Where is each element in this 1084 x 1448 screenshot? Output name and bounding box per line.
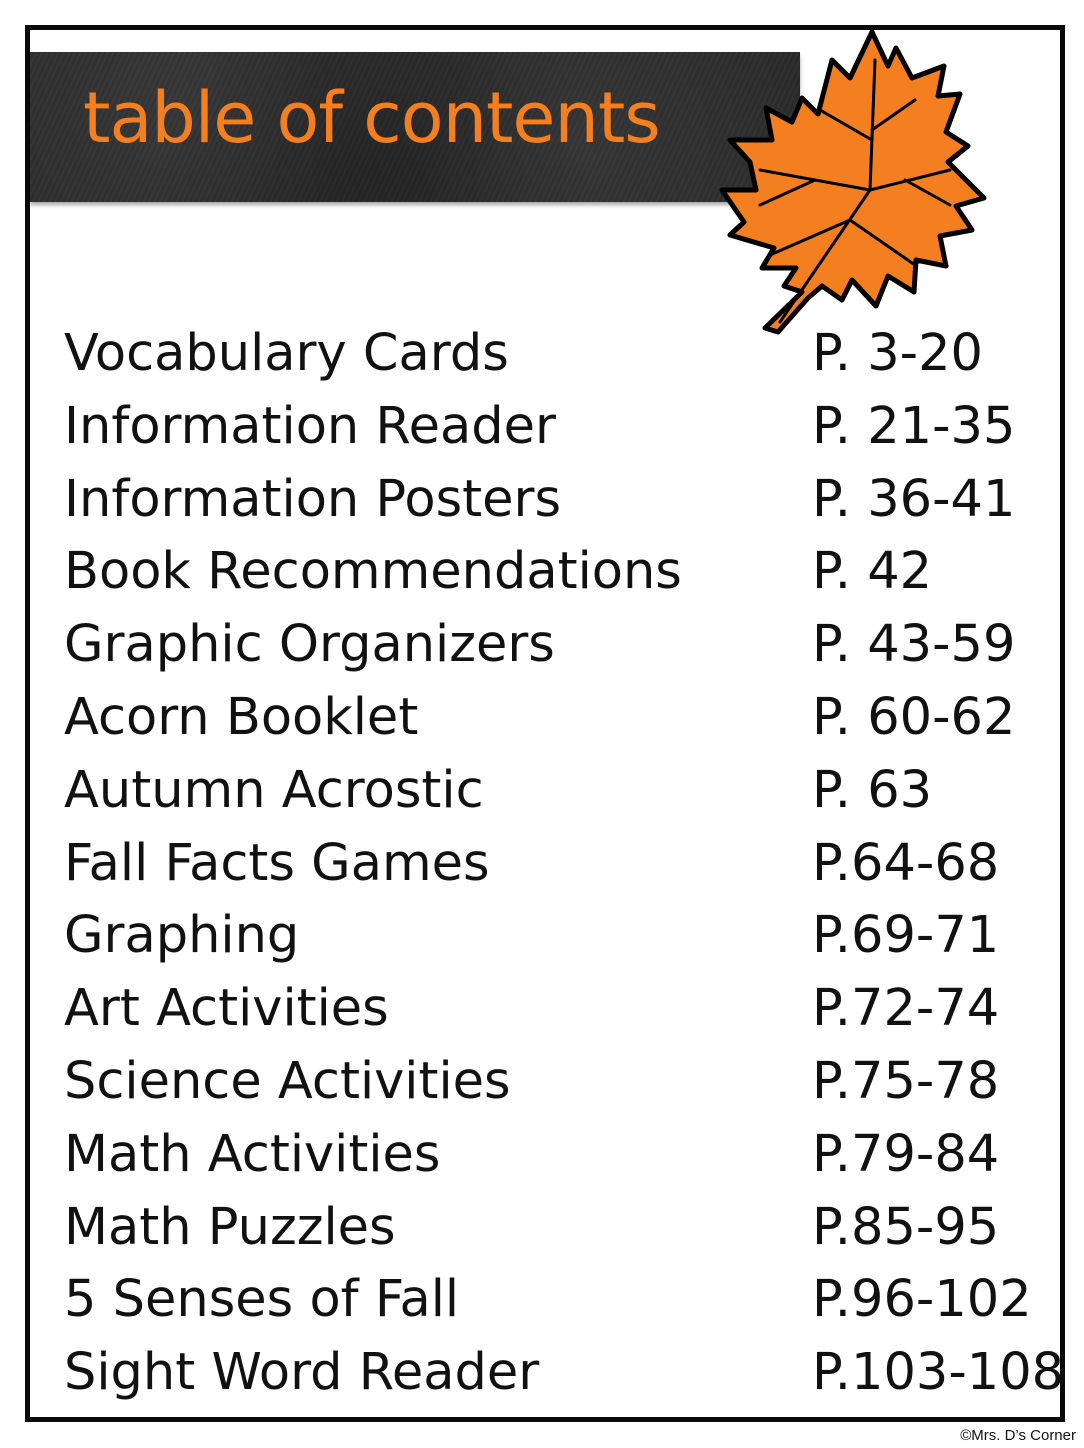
- toc-entry: [64, 755, 1044, 828]
- toc-entry-title: Science Activities: [64, 1051, 511, 1111]
- toc-entry: [64, 391, 1044, 464]
- toc-entry-title: Information Posters: [64, 469, 562, 529]
- toc-entry-pages: P.72-74: [812, 979, 1000, 1039]
- toc-entry-title: Autumn Acrostic: [64, 760, 484, 820]
- toc-entry-title: Vocabulary Cards: [64, 324, 509, 383]
- toc-entry-title: Art Activities: [64, 979, 389, 1039]
- toc-entry-title: Math Puzzles: [64, 1197, 396, 1257]
- page-title: table of contents: [83, 77, 660, 159]
- toc-entry-title: Math Activities: [64, 1124, 441, 1184]
- toc-entry-title: Graphic Organizers: [64, 615, 555, 675]
- maple-leaf-icon: [700, 30, 1000, 340]
- toc-entry-pages: P. 36-41: [812, 469, 1016, 529]
- toc-entry: [64, 318, 1044, 391]
- toc-entry-pages: P.79-84: [812, 1124, 1000, 1184]
- toc-list: [64, 318, 1065, 1410]
- toc-entry-pages: P.64-68: [812, 833, 1000, 893]
- toc-entry-title: Book Recommendations: [64, 542, 682, 602]
- toc-entry: [64, 828, 1044, 901]
- toc-entry-title: Information Reader: [64, 396, 556, 456]
- toc-entry-pages: P. 43-59: [812, 615, 1016, 675]
- toc-entry-title: Sight Word Reader: [64, 1343, 540, 1403]
- toc-entry: [64, 609, 1044, 682]
- copyright-text: ©Mrs. D’s Corner: [960, 1427, 1076, 1444]
- toc-entry-title: Fall Facts Games: [64, 833, 490, 893]
- toc-entry-pages: P.69-71: [812, 906, 1000, 966]
- toc-entry: [64, 536, 1044, 609]
- toc-entry-pages: P.96-102: [812, 1270, 1032, 1330]
- toc-entry: [64, 1264, 1044, 1337]
- toc-entry-title: 5 Senses of Fall: [64, 1270, 460, 1330]
- toc-entry-pages: P. 42: [812, 542, 933, 602]
- toc-entry-pages: P. 60-62: [812, 687, 1016, 747]
- toc-entry-pages: P.75-78: [812, 1051, 1000, 1111]
- toc-entry-pages: P. 3-20: [812, 324, 983, 383]
- toc-entry: [64, 973, 1044, 1046]
- toc-entry: [64, 464, 1044, 537]
- toc-entry: [64, 1046, 1044, 1119]
- toc-entry: [64, 682, 1044, 755]
- toc-entry-title: Graphing: [64, 906, 300, 966]
- toc-entry: [64, 1337, 1065, 1410]
- toc-entry-pages: P.85-95: [812, 1197, 1000, 1257]
- toc-entry-pages: P. 21-35: [812, 396, 1016, 456]
- toc-entry: [64, 1192, 1044, 1265]
- toc-entry-title: Acorn Booklet: [64, 687, 419, 747]
- toc-entry-pages: P.103-108: [812, 1343, 1065, 1403]
- toc-entry: [64, 1119, 1044, 1192]
- toc-entry-pages: P. 63: [812, 760, 933, 820]
- toc-entry: [64, 900, 1044, 973]
